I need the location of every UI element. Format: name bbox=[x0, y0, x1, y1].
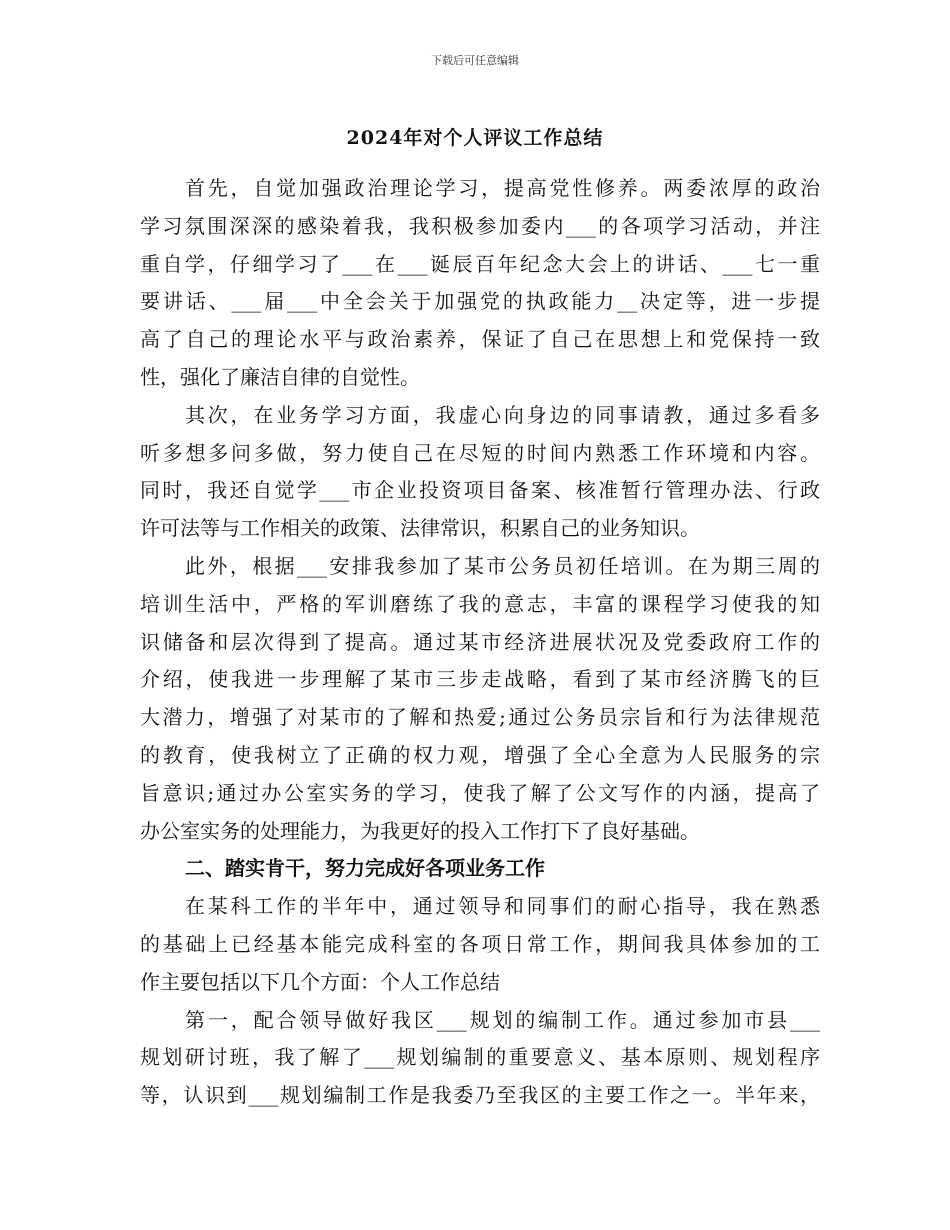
text-line: 介绍，使我进一步理解了某市三步走战略，看到了某市经济腾飞的巨 bbox=[140, 667, 820, 692]
document-title: 2024年对个人评议工作总结 bbox=[346, 127, 604, 149]
text-line: 办公室实务的处理能力，为我更好的投入工作打下了良好基础。 bbox=[140, 818, 700, 843]
text-line: 在某科工作的半年中，通过领导和同事们的耐心指导，我在熟悉 bbox=[185, 894, 820, 919]
text-line: 学习氛围深深的感染着我，我积极参加委内___的各项学习活动，并注 bbox=[140, 213, 820, 238]
text-line: 重自学，仔细学习了___在___诞辰百年纪念大会上的讲话、___七一重 bbox=[140, 251, 820, 276]
text-line: 同时，我还自觉学___市企业投资项目备案、核准暂行管理办法、行政 bbox=[140, 478, 820, 503]
text-line: 的教育，使我树立了正确的权力观，增强了全心全意为人民服务的宗 bbox=[140, 742, 820, 767]
text-line: 规划研讨班，我了解了___规划编制的重要意义、基本原则、规划程序 bbox=[140, 1045, 820, 1070]
text-line: 此外，根据___安排我参加了某市公务员初任培训。在为期三周的 bbox=[185, 553, 820, 578]
text-line: 高了自己的理论水平与政治素养，保证了自己在思想上和党保持一致 bbox=[140, 327, 820, 352]
text-line: 识储备和层次得到了提高。通过某市经济进展状况及党委政府工作的 bbox=[140, 629, 820, 654]
text-line: 听多想多问多做，努力使自己在尽短的时间内熟悉工作环境和内容。 bbox=[140, 440, 820, 465]
text-line: 性，强化了廉洁自律的自觉性。 bbox=[140, 364, 420, 389]
text-line: 旨意识;通过办公室实务的学习，使我了解了公文写作的内涵，提高了 bbox=[140, 780, 820, 805]
text-line: 培训生活中，严格的军训磨练了我的意志，丰富的课程学习使我的知 bbox=[140, 591, 820, 616]
text-line: 要讲话、___届___中全会关于加强党的执政能力__决定等，进一步提 bbox=[140, 289, 820, 314]
text-line: 许可法等与工作相关的政策、法律常识，积累自己的业务知识。 bbox=[140, 516, 700, 541]
page-header-note: 下载后可任意编辑 bbox=[431, 54, 519, 67]
text-line: 的基础上已经基本能完成科室的各项日常工作，期间我具体参加的工 bbox=[140, 931, 820, 956]
text-line: 等，认识到___规划编制工作是我委乃至我区的主要工作之一。半年来， bbox=[140, 1083, 820, 1108]
text-line: 第一，配合领导做好我区___规划的编制工作。通过参加市县___ bbox=[185, 1007, 820, 1032]
section-heading: 二、踏实肯干，努力完成好各项业务工作 bbox=[185, 856, 545, 881]
text-line: 其次，在业务学习方面，我虚心向身边的同事请教，通过多看多 bbox=[185, 402, 820, 427]
text-line: 大潜力，增强了对某市的了解和热爱;通过公务员宗旨和行为法律规范 bbox=[140, 705, 820, 730]
text-line: 首先，自觉加强政治理论学习，提高党性修养。两委浓厚的政治 bbox=[185, 176, 820, 200]
text-line: 作主要包括以下几个方面：个人工作总结 bbox=[140, 969, 500, 994]
document-body bbox=[140, 170, 820, 1115]
